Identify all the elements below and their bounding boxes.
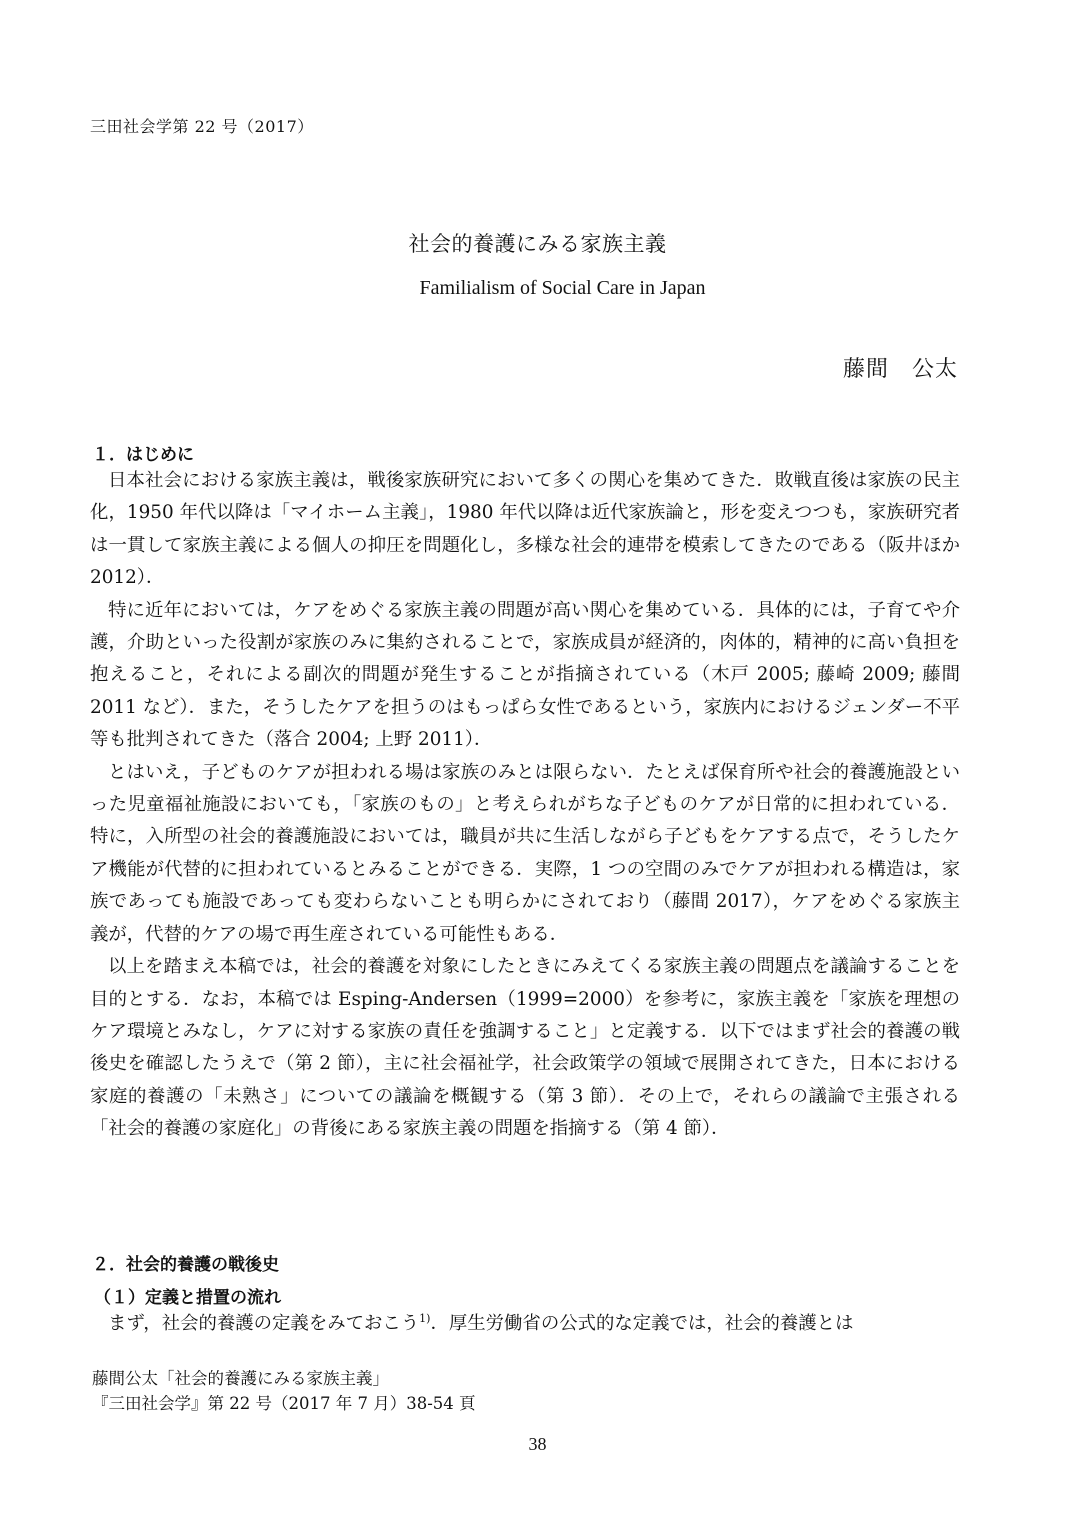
page-number: 38 xyxy=(528,1434,547,1454)
journal-header: 三田社会学第 22 号（2017） xyxy=(90,117,314,136)
paragraph-text: まず，社会的養護の定義をみておこう xyxy=(108,1313,420,1334)
section-heading-introduction: １．はじめに xyxy=(92,445,194,465)
paragraph: とはいえ，子どものケアが担われる場は家族のみとは限らない．たとえば保育所や社会的養護施設といった児童福祉施設においても，「家族のもの」と考えられがちな子どものケアが日常的に担われている．特に，入所型の社会的養護施設においては，職員が共に生活しながら子どもをケアする点で，そうしたケア機能が代替的に担われているとみることができる．実際，1 つの空間のみでケアが担われる構造は，家族であっても施設であっても変わらないことも明らかにされており（藤間 2017），ケアをめぐる家族主義が，代替的ケアの場で再生産されている可能性もある． xyxy=(90,761,960,945)
paragraph-text: ．厚生労働省の公式的な定義では，社会的養護とは xyxy=(430,1313,854,1334)
paragraph xyxy=(90,1308,960,1340)
citation-line: 藤間公太「社会的養護にみる家族主義」 xyxy=(92,1369,389,1388)
author-name: 藤間 公太 xyxy=(842,357,958,382)
paper-title-japanese: 社会的養護にみる家族主義 xyxy=(408,232,667,256)
paragraph: 特に近年においては，ケアをめぐる家族主義の問題が高い関心を集めている．具体的には，子育てや介護，介助といった役割が家族のみに集約されることで，家族成員が経済的，肉体的，精神的に高い負担を抱えること，それによる副次的問題が発生することが指摘されている（木戸 2005; 藤崎 2009; 藤間 2011 など）．また，そうしたケアを担うのはもっぱら女性であるという，家族内におけるジェンダー不平等も批判されてきた（落合 2004; 上野 2011）． xyxy=(90,599,960,751)
paragraph: 以上を踏まえ本稿では，社会的養護を対象にしたときにみえてくる家族主義の問題点を議論することを目的とする．なお，本稿では Esping-Andersen（1999=2000）を参考に，家族主義を「家族を理想のケア環境とみなし，ケアに対する家族の責任を強調すること」と定義する．以下ではまず社会的養護の戦後史を確認したうえで（第 2 節），主に社会福祉学，社会政策学の領域で展開されてきた，日本における家庭的養護の「未熟さ」についての議論を概観する（第 3 節）．その上で，それらの議論で主張される「社会的養護の家庭化」の背後にある家族主義の問題を指摘する（第 4 節）． xyxy=(90,956,960,1140)
paragraph: 日本社会における家族主義は，戦後家族研究において多くの関心を集めてきた．敗戦直後は家族の民主化，1950 年代以降は「マイホーム主義」，1980 年代以降は近代家族論と，形を変えつつも，家族研究者は一貫して家族主義による個人の抑圧を問題化し，多様な社会的連帯を模索してきたのである（阪井ほか 2012）． xyxy=(90,470,960,589)
citation-line: 『三田社会学』第 22 号（2017 年 7 月）38-54 頁 xyxy=(92,1394,476,1413)
introduction-body xyxy=(90,465,960,1146)
footnote-marker[interactable]: 1) xyxy=(419,1311,431,1325)
section-heading-postwar-history: ２．社会的養護の戦後史 xyxy=(92,1255,279,1275)
subsection-heading-definition: （１）定義と措置の流れ xyxy=(94,1288,281,1308)
footer-citation xyxy=(92,1366,476,1416)
paper-title-english: Familialism of Social Care in Japan xyxy=(419,277,706,299)
section2-body xyxy=(90,1308,960,1340)
